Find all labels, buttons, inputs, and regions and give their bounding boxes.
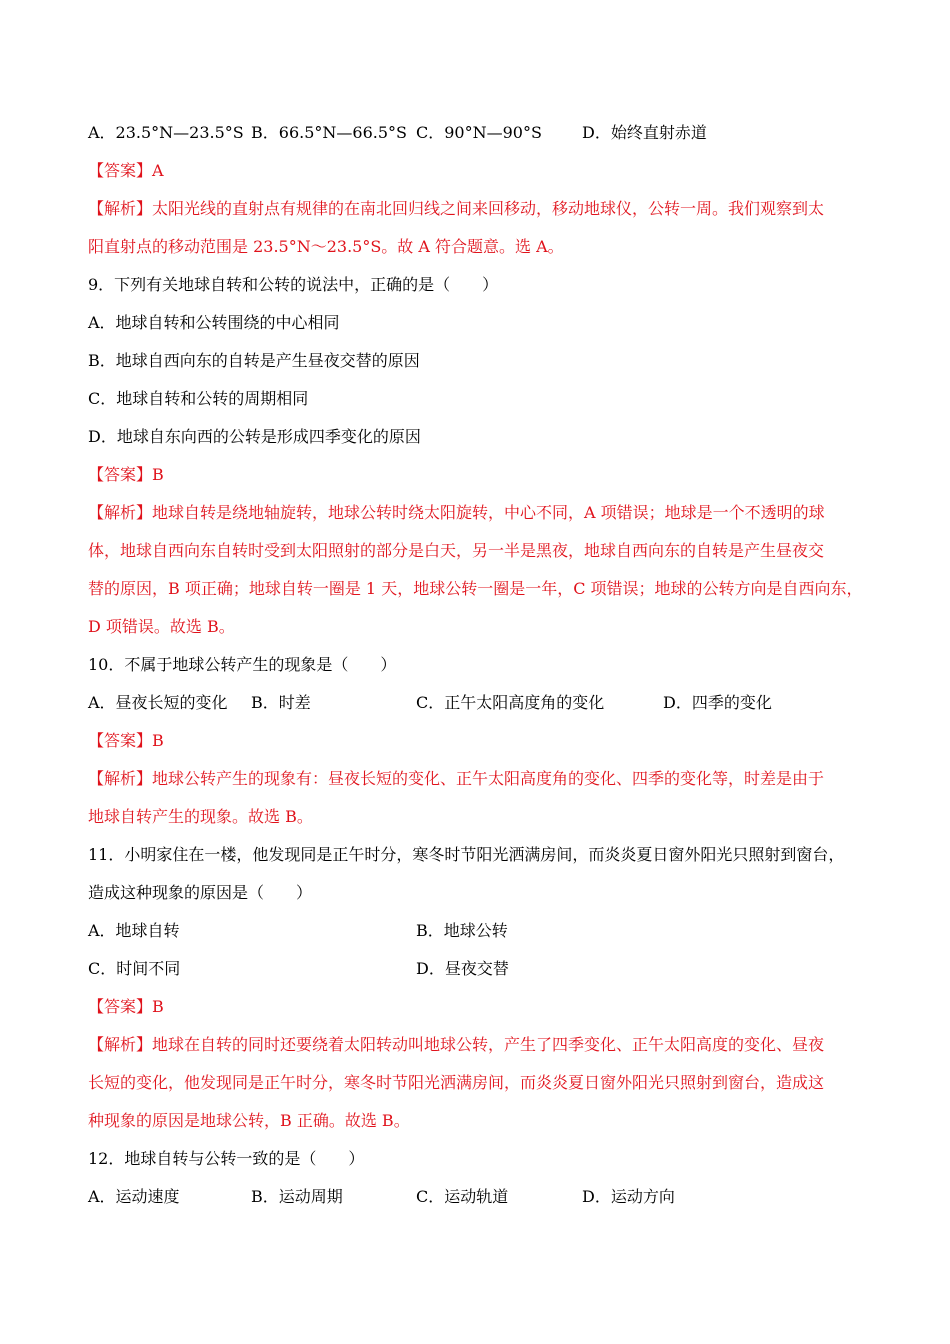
q11-options-row-1 (88, 912, 878, 950)
q10-option-a: A．昼夜长短的变化 (88, 693, 228, 712)
q9-explanation-line: 替的原因，B 项正确；地球自转一圈是 1 天，地球公转一圈是一年，C 项错误；地球的公转方向是自西向东， (88, 579, 863, 598)
q9-explanation-line: 体，地球自西向东自转时受到太阳照射的部分是白天，另一半是黑夜，地球自西向东的自转是产生昼夜交 (88, 541, 825, 560)
q11-stem-line: 11．小明家住在一楼，他发现同是正午时分，寒冬时节阳光洒满房间，而炎炎夏日窗外阳光只照射到窗台， (88, 845, 845, 864)
q11-explanation-line: 【解析】地球在自转的同时还要绕着太阳转动叫地球公转，产生了四季变化、正午太阳高度的变化、昼夜 (88, 1035, 825, 1054)
q11-explanation-line: 种现象的原因是地球公转，B 正确。故选 B。 (88, 1111, 410, 1130)
q9-option-a: A．地球自转和公转围绕的中心相同 (88, 313, 340, 332)
q10-answer: 【答案】B (88, 731, 164, 750)
q8-option-a: A．23.5°N—23.5°S (88, 123, 244, 142)
q8-option-d: D．始终直射赤道 (582, 123, 707, 142)
q11-option-a: A．地球自转 (88, 921, 180, 940)
q8-option-c: C．90°N—90°S (416, 123, 542, 142)
q10-option-b: B．时差 (251, 693, 311, 712)
q10-explanation-line: 【解析】地球公转产生的现象有：昼夜长短的变化、正午太阳高度角的变化、四季的变化等，时差是由于 (88, 769, 825, 788)
q11-option-b: B．地球公转 (416, 921, 508, 940)
q12-option-c: C．运动轨道 (416, 1187, 509, 1206)
q9-option-d: D．地球自东向西的公转是形成四季变化的原因 (88, 427, 421, 446)
q8-explanation-line: 阳直射点的移动范围是 23.5°N～23.5°S。故 A 符合题意。选 A。 (88, 237, 564, 256)
q8-explanation-line: 【解析】太阳光线的直射点有规律的在南北回归线之间来回移动，移动地球仪，公转一周。我们观察到太 (88, 199, 825, 218)
q9-explanation-line: 【解析】地球自转是绕地轴旋转，地球公转时绕太阳旋转，中心不同，A 项错误；地球是一个不透明的球 (88, 503, 825, 522)
q12-option-a: A．运动速度 (88, 1187, 180, 1206)
q9-option-c: C．地球自转和公转的周期相同 (88, 389, 309, 408)
q8-option-b: B．66.5°N—66.5°S (251, 123, 407, 142)
q10-stem: 10．不属于地球公转产生的现象是（ ） (88, 655, 397, 674)
q11-explanation-line: 长短的变化，他发现同是正午时分，寒冬时节阳光洒满房间，而炎炎夏日窗外阳光只照射到窗台，造成这 (88, 1073, 825, 1092)
q11-answer: 【答案】B (88, 997, 164, 1016)
q9-stem: 9．下列有关地球自转和公转的说法中，正确的是（ ） (88, 275, 499, 294)
q11-option-d: D．昼夜交替 (416, 959, 509, 978)
q11-stem-line: 造成这种现象的原因是（ ） (88, 883, 313, 902)
q10-explanation-line: 地球自转产生的现象。故选 B。 (88, 807, 313, 826)
q9-option-b: B．地球自西向东的自转是产生昼夜交替的原因 (88, 351, 420, 370)
q11-options-row-2 (88, 950, 878, 988)
q10-option-c: C．正午太阳高度角的变化 (416, 693, 605, 712)
q9-answer: 【答案】B (88, 465, 164, 484)
q12-options (88, 1178, 878, 1216)
q11-option-c: C．时间不同 (88, 959, 181, 978)
q12-option-d: D．运动方向 (582, 1187, 675, 1206)
q8-options (88, 114, 878, 152)
q9-explanation-line: D 项错误。故选 B。 (88, 617, 235, 636)
q12-option-b: B．运动周期 (251, 1187, 343, 1206)
q10-option-d: D．四季的变化 (663, 693, 772, 712)
document-page (88, 114, 878, 1216)
q8-answer: 【答案】A (88, 161, 164, 180)
q10-options (88, 684, 878, 722)
q12-stem: 12．地球自转与公转一致的是（ ） (88, 1149, 365, 1168)
